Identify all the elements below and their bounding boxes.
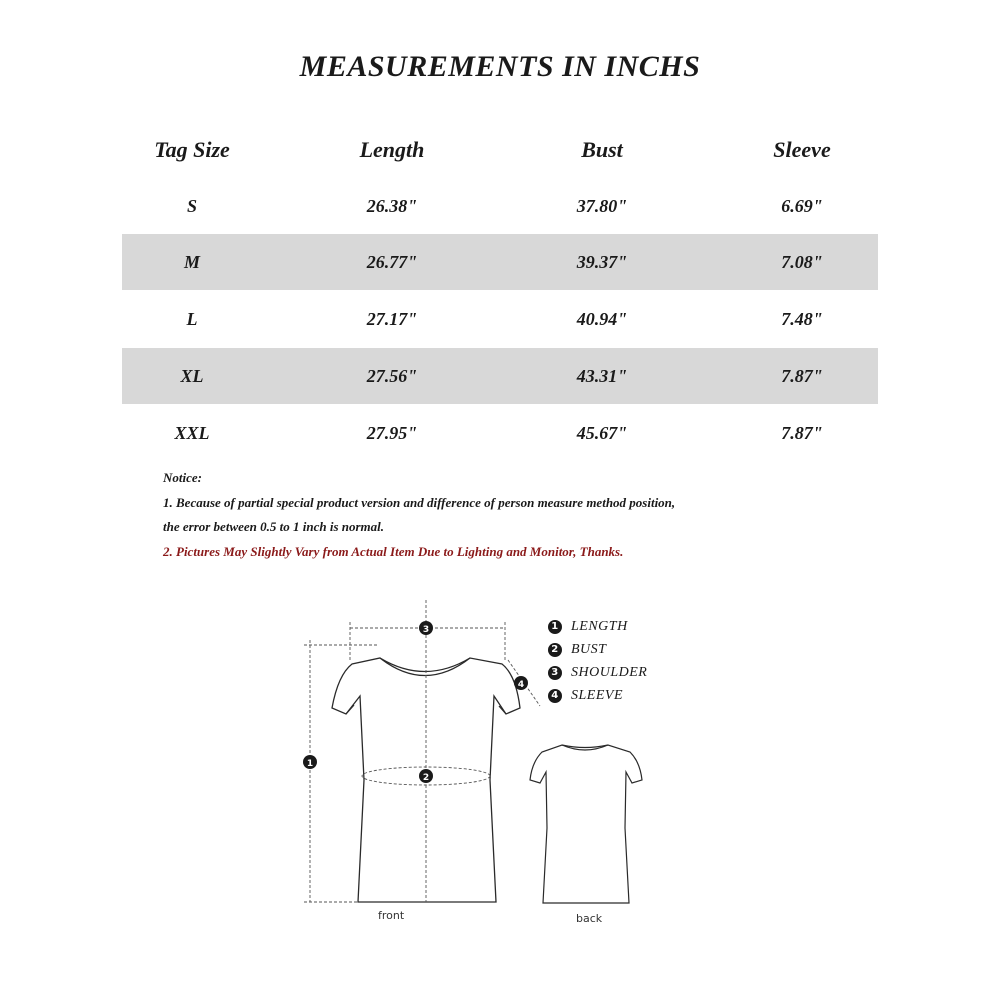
- back-caption: back: [576, 912, 603, 925]
- marker-sleeve: 4: [517, 680, 525, 690]
- number-3-icon: 3: [548, 666, 562, 680]
- number-2-icon: 2: [548, 643, 562, 657]
- header-tag-size: Tag Size: [154, 137, 230, 162]
- legend-item: [548, 615, 647, 638]
- length-cell: 27.17": [366, 309, 418, 329]
- legend-item: [548, 684, 647, 707]
- front-caption: front: [378, 909, 405, 922]
- measure-guides: [304, 600, 540, 902]
- table-row: [122, 348, 878, 404]
- header-sleeve: Sleeve: [773, 137, 831, 162]
- legend-label: SLEEVE: [571, 687, 623, 703]
- bust-cell: 39.37": [576, 252, 628, 272]
- notice-line-2: the error between 0.5 to 1 inch is normal.: [163, 519, 385, 534]
- marker-length: 1: [306, 759, 314, 769]
- table-row: [122, 234, 878, 290]
- length-cell: 26.77": [366, 252, 418, 272]
- number-1-icon: 1: [548, 620, 562, 634]
- header-bust: Bust: [581, 137, 623, 162]
- notice-line-1: 1. Because of partial special product version and difference of person measure method position,: [163, 494, 676, 510]
- marker-bust: 2: [422, 773, 430, 783]
- header-length: Length: [359, 137, 425, 162]
- legend-label: LENGTH: [571, 618, 628, 634]
- sleeve-cell: 7.08": [781, 252, 823, 272]
- legend-label: SHOULDER: [571, 664, 648, 680]
- size-cell: L: [186, 309, 198, 329]
- length-cell: 27.95": [366, 423, 418, 443]
- notice-line-3: 2. Pictures May Slightly Vary from Actual Item Due to Lighting and Monitor, Thanks.: [163, 543, 624, 559]
- table-row: [122, 405, 878, 461]
- table-row: [122, 178, 878, 234]
- size-cell: XXL: [174, 423, 210, 443]
- sleeve-cell: 7.87": [781, 366, 823, 386]
- table-header: [122, 122, 878, 178]
- sleeve-cell: 6.69": [781, 196, 823, 216]
- measurement-legend: [548, 615, 647, 707]
- back-tshirt-outline: [530, 745, 642, 903]
- table-row: [122, 291, 878, 347]
- sleeve-cell: 7.48": [781, 309, 823, 329]
- bust-cell: 43.31": [576, 366, 628, 386]
- bust-cell: 45.67": [576, 423, 628, 443]
- size-cell: M: [183, 252, 200, 272]
- marker-shoulder: 3: [422, 625, 430, 635]
- legend-item: [548, 661, 647, 684]
- number-4-icon: 4: [548, 689, 562, 703]
- length-cell: 27.56": [366, 366, 418, 386]
- notice-heading: Notice:: [163, 470, 202, 485]
- page-title: MEASUREMENTS IN INCHS: [299, 50, 701, 83]
- bust-cell: 40.94": [576, 309, 628, 329]
- size-cell: S: [186, 196, 197, 216]
- legend-item: [548, 638, 647, 661]
- bust-cell: 37.80": [576, 196, 628, 216]
- sleeve-cell: 7.87": [781, 423, 823, 443]
- size-cell: XL: [180, 366, 204, 386]
- length-cell: 26.38": [366, 196, 418, 216]
- notice-block: [163, 466, 883, 564]
- legend-label: BUST: [571, 641, 607, 657]
